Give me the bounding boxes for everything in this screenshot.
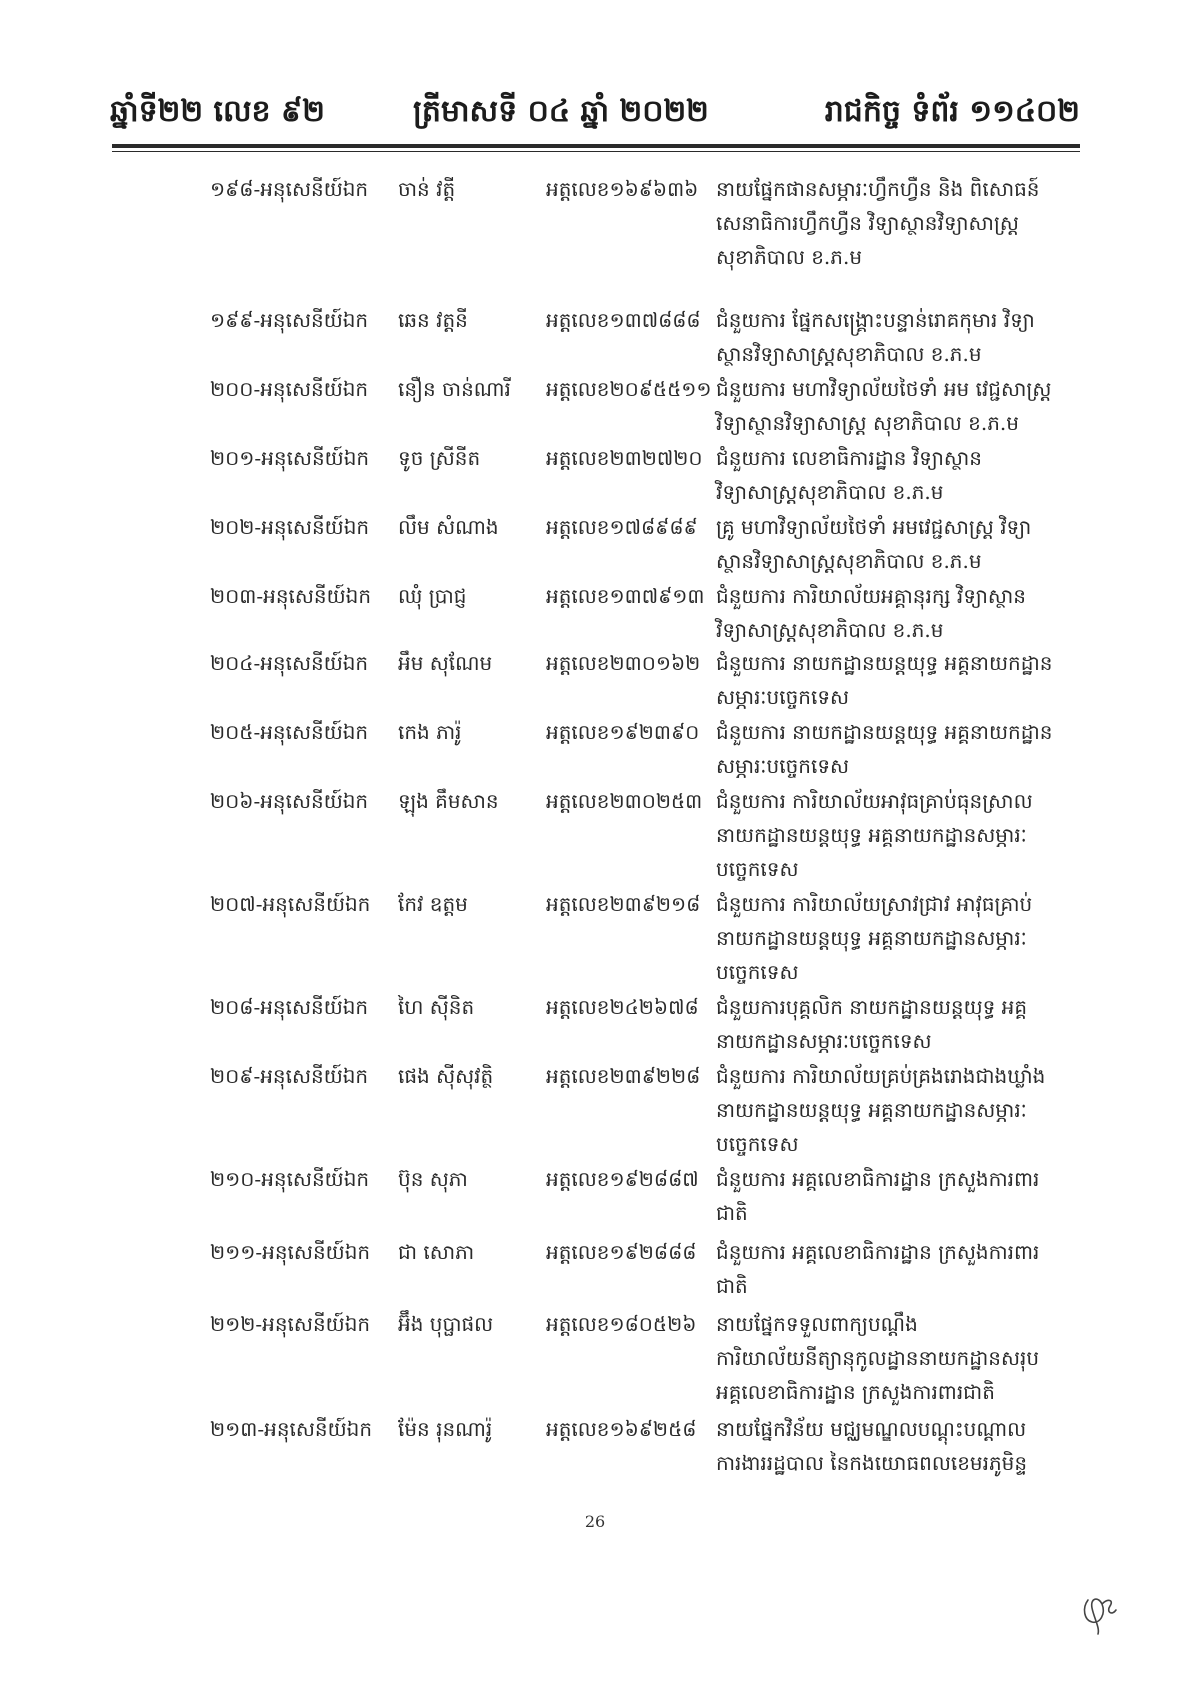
entry-position: ជំនួយការ ការិយាល័យគ្រប់គ្រងរោងជាងឃ្លាំង នាយកដ្ឋានយន្តយុទ្ធ អគ្គនាយកដ្ឋានសម្ភារៈបច្ចេកទេស — [716, 1064, 1046, 1156]
entry-name: ឈុំ ប្រាជ្ញ — [398, 584, 467, 608]
entry-id: អត្តលេខ២៣៩២១៨ — [546, 892, 701, 916]
entry-position: ជំនួយការ អគ្គលេខាធិការដ្ឋាន ក្រសួងការពារជាតិ — [716, 1240, 1040, 1298]
entry-name: ផេង ស៊ីសុវត្ថិ — [398, 1064, 494, 1088]
entry-number: ២០១-អនុសេនីយ៍ឯក — [210, 446, 370, 470]
entry-name: ប៊ុន សុភា — [398, 1167, 468, 1191]
entry-number: ២១០-អនុសេនីយ៍ឯក — [210, 1167, 370, 1191]
entry-id: អត្តលេខ១៦៩២៥៨ — [546, 1417, 697, 1441]
entry-name: នឿន ចាន់ណារី — [398, 377, 511, 401]
entry-name: អ៊ឹង បុប្ផាផល — [398, 1312, 494, 1336]
entry-position: ជំនួយការ ការិយាល័យស្រាវជ្រាវ អាវុធគ្រាប់ នាយកដ្ឋានយន្តយុទ្ធ អគ្គនាយកដ្ឋានសម្ភារៈបច្ចេកទេស — [716, 892, 1033, 984]
entry-id: អត្តលេខ២៣៩២២៨ — [546, 1064, 701, 1088]
entry-position: ជំនួយការ អគ្គលេខាធិការដ្ឋាន ក្រសួងការពារជាតិ — [716, 1167, 1040, 1225]
entry-position: ជំនួយការ នាយកដ្ឋានយន្តយុទ្ធ អគ្គនាយកដ្ឋានសម្ភារៈបច្ចេកទេស — [716, 720, 1053, 778]
entry-position: នាយផ្នែកវិន័យ មជ្ឈមណ្ឌលបណ្តុះបណ្តាលការងាររដ្ឋបាល នៃកងយោធពលខេមរភូមិន្ទ — [716, 1417, 1028, 1475]
entry-name: លឹម សំណាង — [398, 515, 499, 539]
entry-number: ២០៦-អនុសេនីយ៍ឯក — [210, 789, 369, 813]
entry-name: ទូច ស្រីនីត — [398, 446, 481, 470]
entry-id: អត្តលេខ២៤២៦៧៨ — [546, 995, 699, 1019]
entry-name: ម៉ែន រុនណារ៉ូ — [398, 1417, 493, 1441]
entry-name: ហៃ ស៊ីនិត — [398, 995, 475, 1019]
entry-number: ២០២-អនុសេនីយ៍ឯក — [210, 515, 370, 539]
entry-number: ១៩៨-អនុសេនីយ៍ឯក — [210, 177, 369, 201]
entry-position: នាយផ្នែកផានសម្ភារៈហ្វឹកហ្វឺន និង ពិសោធន៍ សេនាធិការហ្វឹកហ្វឺន វិទ្យាស្ថានវិទ្យាសាស្ត្រសុខាភិបាល ខ.ភ.ម — [716, 177, 1040, 269]
entry-id: អត្តលេខ២៣០២៥៣ — [546, 789, 703, 813]
gazette-page-label: រាជកិច្ច ទំព័រ ១១៤០២ — [824, 94, 1080, 129]
entry-number: ២០៤-អនុសេនីយ៍ឯក — [210, 651, 369, 675]
entry-position: ជំនួយការ លេខាធិការដ្ឋាន វិទ្យាស្ថាន វិទ្យាសាស្ត្រសុខាភិបាល ខ.ភ.ម — [716, 446, 982, 504]
entry-id: អត្តលេខ១៦៩៦៣៦ — [546, 177, 699, 201]
entry-name: ចាន់ វត្តី — [398, 177, 456, 201]
entry-position: ជំនួយការ ការិយាល័យអគ្គានុរក្ស វិទ្យាស្ថានវិទ្យាសាស្ត្រសុខាភិបាល ខ.ភ.ម — [716, 584, 1026, 642]
entry-number: ២១១-អនុសេនីយ៍ឯក — [210, 1240, 371, 1264]
entry-number: ២០៩-អនុសេនីយ៍ឯក — [210, 1064, 369, 1088]
entry-position: ជំនួយការ ផ្នែកសង្គ្រោះបន្ទាន់រោគកុមារ វិទ្យាស្ថានវិទ្យាសាស្ត្រសុខាភិបាល ខ.ភ.ម — [716, 308, 1035, 366]
entry-id: អត្តលេខ១៣៧៨៨៨ — [546, 308, 701, 332]
entry-name: ឡុង គឹមសាន — [398, 789, 499, 813]
entry-number: ២០៥-អនុសេនីយ៍ឯក — [210, 720, 369, 744]
entry-id: អត្តលេខ១៩២៣៩០ — [546, 720, 700, 744]
entry-number: ១៩៩-អនុសេនីយ៍ឯក — [210, 308, 369, 332]
entry-number: ២០៣-អនុសេនីយ៍ឯក — [210, 584, 372, 608]
entry-id: អត្តលេខ២០៩៥៥១១ — [546, 377, 712, 401]
entry-name: កែវ ឧត្តម — [398, 892, 468, 916]
entry-id: អត្តលេខ២៣២៧២០ — [546, 446, 703, 470]
page-number: 26 — [584, 1512, 606, 1531]
entry-position: ជំនួយការបុគ្គលិក នាយកដ្ឋានយន្តយុទ្ធ អគ្គនាយកដ្ឋានសម្ភារៈបច្ចេកទេស — [716, 995, 1028, 1053]
entry-number: ២០៧-អនុសេនីយ៍ឯក — [210, 892, 371, 916]
entry-number: ២១២-អនុសេនីយ៍ឯក — [210, 1312, 371, 1336]
entry-name: ឆេន វត្តនី — [398, 308, 468, 332]
signature-mark — [1080, 1590, 1120, 1636]
entry-name: ជា សោភា — [398, 1240, 475, 1264]
entry-name: អឹម សុណែម — [398, 651, 493, 675]
entry-position: គ្រូ មហាវិទ្យាល័យថៃទាំ អមវេជ្ជសាស្ត្រ វិទ្យាស្ថានវិទ្យាសាស្ត្រសុខាភិបាល ខ.ភ.ម — [716, 515, 1032, 573]
entry-id: អត្តលេខ១៣៧៩១៣ — [546, 584, 705, 608]
entry-position: នាយផ្នែកទទួលពាក្យបណ្តឹង ការិយាល័យនីត្យានុកូលដ្ឋាននាយកដ្ឋានសរុប អគ្គលេខាធិការដ្ឋាន ក្រសួងការពារជាតិ — [716, 1312, 1040, 1404]
entry-name: កេង ភារ៉ូ — [398, 720, 462, 744]
entry-position: ជំនួយការ មហាវិទ្យាល័យថៃទាំ អម វេជ្ជសាស្ត្រ វិទ្យាស្ថានវិទ្យាសាស្ត្រ សុខាភិបាល ខ.ភ.ម — [716, 377, 1052, 435]
entry-number: ២០៨-អនុសេនីយ៍ឯក — [210, 995, 369, 1019]
entry-id: អត្តលេខ២៣០១៦២ — [546, 651, 701, 675]
issue-label: ឆ្នាំទី២២ លេខ ៩២ — [110, 94, 325, 129]
entry-number: ២១៣-អនុសេនីយ៍ឯក — [210, 1417, 373, 1441]
entry-id: អត្តលេខ១៨០៥២៦ — [546, 1312, 697, 1336]
entry-id: អត្តលេខ១៩២៨៨៧ — [546, 1167, 699, 1191]
entry-id: អត្តលេខ១៧៨៩៨៩ — [546, 515, 698, 539]
entry-id: អត្តលេខ១៩២៨៨៨ — [546, 1240, 697, 1264]
entry-number: ២០០-អនុសេនីយ៍ឯក — [210, 377, 369, 401]
period-label: ត្រីមាសទី ០៤ ឆ្នាំ ២០២២ — [413, 94, 709, 129]
entry-position: ជំនួយការ ការិយាល័យអាវុធគ្រាប់ធុនស្រាល នាយកដ្ឋានយន្តយុទ្ធ អគ្គនាយកដ្ឋានសម្ភារៈបច្ចេកទេស — [716, 789, 1033, 881]
entry-position: ជំនួយការ នាយកដ្ឋានយន្តយុទ្ធ អគ្គនាយកដ្ឋានសម្ភារៈបច្ចេកទេស — [716, 651, 1053, 709]
